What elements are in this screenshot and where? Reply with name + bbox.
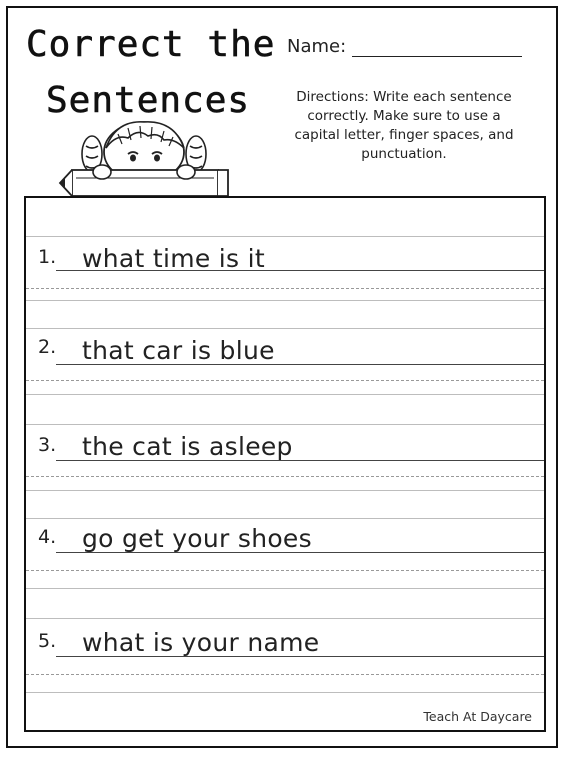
name-label: Name: bbox=[287, 36, 347, 57]
writing-line-top[interactable] bbox=[26, 674, 544, 675]
sentence-item bbox=[26, 306, 544, 406]
sentence-number: 2. bbox=[38, 336, 57, 358]
top-guide-line bbox=[26, 424, 544, 425]
writing-line-top[interactable] bbox=[26, 288, 544, 289]
sentence-number: 4. bbox=[38, 526, 57, 548]
top-guide-line bbox=[26, 618, 544, 619]
sentence-item bbox=[26, 404, 544, 504]
baseline bbox=[56, 364, 544, 365]
sentence-text: that car is blue bbox=[82, 336, 275, 365]
writing-line-mid bbox=[26, 300, 544, 301]
baseline bbox=[56, 460, 544, 461]
writing-line-mid bbox=[26, 692, 544, 693]
worksheet-title-line2: Sentences bbox=[46, 80, 251, 121]
writing-line-top[interactable] bbox=[26, 476, 544, 477]
baseline bbox=[56, 656, 544, 657]
top-guide-line bbox=[26, 236, 544, 237]
writing-line-top[interactable] bbox=[26, 570, 544, 571]
writing-line-top[interactable] bbox=[26, 380, 544, 381]
sentence-text: go get your shoes bbox=[82, 524, 312, 553]
sentence-text: what time is it bbox=[82, 244, 265, 273]
name-field[interactable] bbox=[352, 56, 522, 57]
writing-line-mid bbox=[26, 394, 544, 395]
credit-text: Teach At Daycare bbox=[423, 709, 532, 724]
sentence-item bbox=[26, 598, 544, 698]
sentence-text: the cat is asleep bbox=[82, 432, 293, 461]
baseline bbox=[56, 270, 544, 271]
sentence-number: 1. bbox=[38, 246, 57, 268]
top-guide-line bbox=[26, 328, 544, 329]
top-guide-line bbox=[26, 518, 544, 519]
writing-area bbox=[24, 196, 546, 732]
directions-text: Directions: Write each sentence correctly. Make sure to use a capital letter, finger spaces, and punctuation. bbox=[294, 89, 514, 162]
writing-line-mid bbox=[26, 490, 544, 491]
sentence-item bbox=[26, 210, 544, 310]
sentence-text: what is your name bbox=[82, 628, 320, 657]
worksheet-title-line1: Correct the bbox=[26, 24, 276, 65]
girl-with-pencil-icon bbox=[56, 118, 232, 200]
sentence-number: 3. bbox=[38, 434, 57, 456]
sentence-number: 5. bbox=[38, 630, 57, 652]
baseline bbox=[56, 552, 544, 553]
writing-line-mid bbox=[26, 588, 544, 589]
sentence-item bbox=[26, 498, 544, 598]
